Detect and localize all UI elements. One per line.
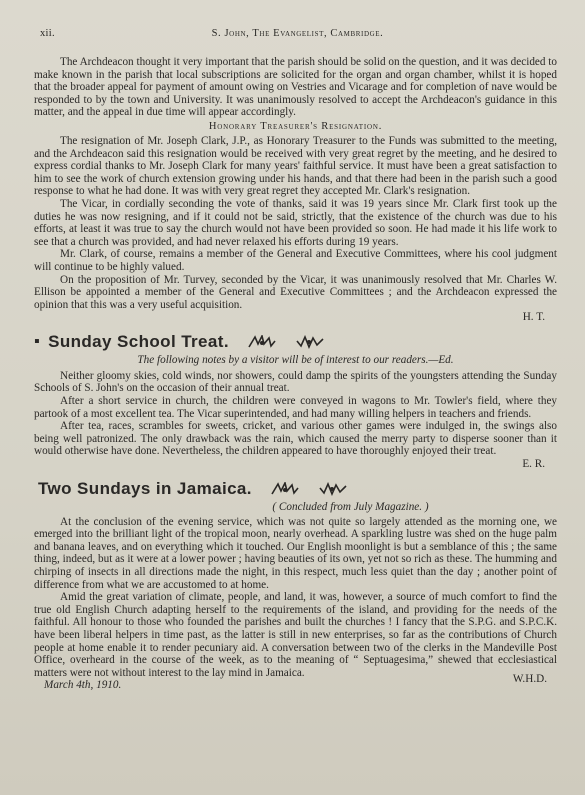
paragraph: The resignation of Mr. Joseph Clark, J.P., as Honorary Treasurer to the Funds was submitted to the meeting, and the Archdeacon said this resignation would be received with very great regret by the meeting, and he desired to express cordial thanks to Mr. Joseph Clark for many years' faithful service. It must have been a great satisfaction to him to see the work of church extension growing under his hands, and that there had been in the parish such a good response to what he had done. It was with very great regret they accepted Mr. Clark's resignation. — [34, 134, 557, 198]
paragraph: On the proposition of Mr. Turvey, seconded by the Vicar, it was unanimously resolved that Mr. Charles W. Ellison be appointed a member of the General and Executive Committees ; and the Archdeacon expressed the opinion that this was a very useful acquisition. — [34, 273, 557, 311]
paragraph: After a short service in church, the children were conveyed in wagons to Mr. Towler's field, where they partook of a most excellent tea. The Vicar superintended, and had many willing helpers in teachers and friends. — [34, 395, 557, 420]
signature: W.H.D. — [512, 673, 547, 686]
article-date: March 4th, 1910. — [44, 679, 122, 692]
editorial-note: The following notes by a visitor will be of interest to our readers.—Ed. — [137, 353, 454, 366]
paragraph: After tea, races, scrambles for sweets, cricket, and various other games were indulged in, the swings also being well patronized. The only drawback was the rain, which caused the merry party to disperse sooner than it would otherwise have done. Nevertheless, the children appeared to have thoroughly enjoyed their treat. — [34, 420, 557, 458]
paragraph: Mr. Clark, of course, remains a member of the General and Executive Committees, where his cool judgment will continue to be highly valued. — [34, 248, 557, 273]
leaf-ornament-icon — [295, 335, 325, 349]
signature: H. T. — [522, 311, 545, 324]
sunday-school-treat-article — [34, 332, 557, 471]
archdeacon-report — [34, 56, 557, 324]
paragraph: Amid the great variation of climate, people, and land, it was, however, a source of much comfort to find the true old English Church adapting herself to the requirements of the island, and providing for the needs of the faithful. All honour to those who founded the parishes and built the churches ! I fancy that the S.P.G. and S.P.C.K. have been liberal helpers in time past, as the latter is still in new enterprises, so far as the contributions of Church people at home enable it to render pecuniary aid. A conversation between two of the clerks in the Mandeville Post Office, overheard in the course of the week, as to the meaning of “ Septuagesima,” shewed that ecclesiastical matters were not without interest to the lay mind in Jamaica. — [34, 591, 557, 679]
two-sundays-article — [34, 479, 557, 693]
signature: E. R. — [522, 458, 545, 471]
paragraph: At the conclusion of the evening service, which was not quite so largely attended as the morning one, we emerged into the brilliant light of the tropical moon, nearly overhead. A sparkling lustre was shed on the huge palm and banana leaves, and on everything which it touched. Our English moonlight is but a semblance of this ; the same thing, indeed, but as it were at a lower power ; having beauties of its own, yet not so rich as these. The humming and chirping of insects in all directions made the night, in this respect, much less quiet than the day ; another point of difference from what we are accustomed to at home. — [34, 515, 557, 591]
page-number: xii. — [40, 28, 55, 39]
article-title: Two Sundays in Jamaica. — [38, 478, 252, 498]
article-heading — [34, 479, 557, 499]
paragraph: The Vicar, in cordially seconding the vote of thanks, said it was 19 years since Mr. Clark first took up the duties he was now resigning, and if it could not be said, strictly, that the existence of the church was due to his efforts, at least it was true to say the church would not have been provided so soon. He had made it his life work to see that a church was provided, and had never relaxed his efforts during 19 years. — [34, 197, 557, 248]
paragraph: Neither gloomy skies, cold winds, nor showers, could damp the spirits of the youngsters attending the Sunday Schools of S. John's on the occasion of their annual treat. — [34, 369, 557, 395]
leaf-ornament-icon — [270, 482, 300, 496]
dateline — [34, 673, 557, 692]
running-title: S. John, The Evangelist, Cambridge. — [211, 28, 384, 39]
continuation-note: ( Concluded from July Magazine. ) — [272, 500, 429, 513]
article-title: Sunday School Treat. — [48, 331, 229, 351]
paragraph: The Archdeacon thought it very important that the parish should be solid on the question, and it was decided to make known in the parish that local subscriptions are solicited for the organ and organ chamber, whilst it is hoped that the broader appeal for payment of amount owing on Vestries and Vicarage and for completion of nave would be responded to by the town and University. It was unanimously resolved to accept the Archdeacon's guidance in this matter, and the appeal in due time will appear accordingly. — [34, 56, 557, 119]
bullet-icon: ▪ — [34, 332, 41, 350]
leaf-ornament-icon — [318, 482, 348, 496]
page-body — [34, 56, 557, 692]
article-heading — [34, 332, 557, 352]
leaf-ornament-icon — [247, 335, 277, 349]
subheading: Honorary Treasurer's Resignation. — [208, 120, 383, 132]
